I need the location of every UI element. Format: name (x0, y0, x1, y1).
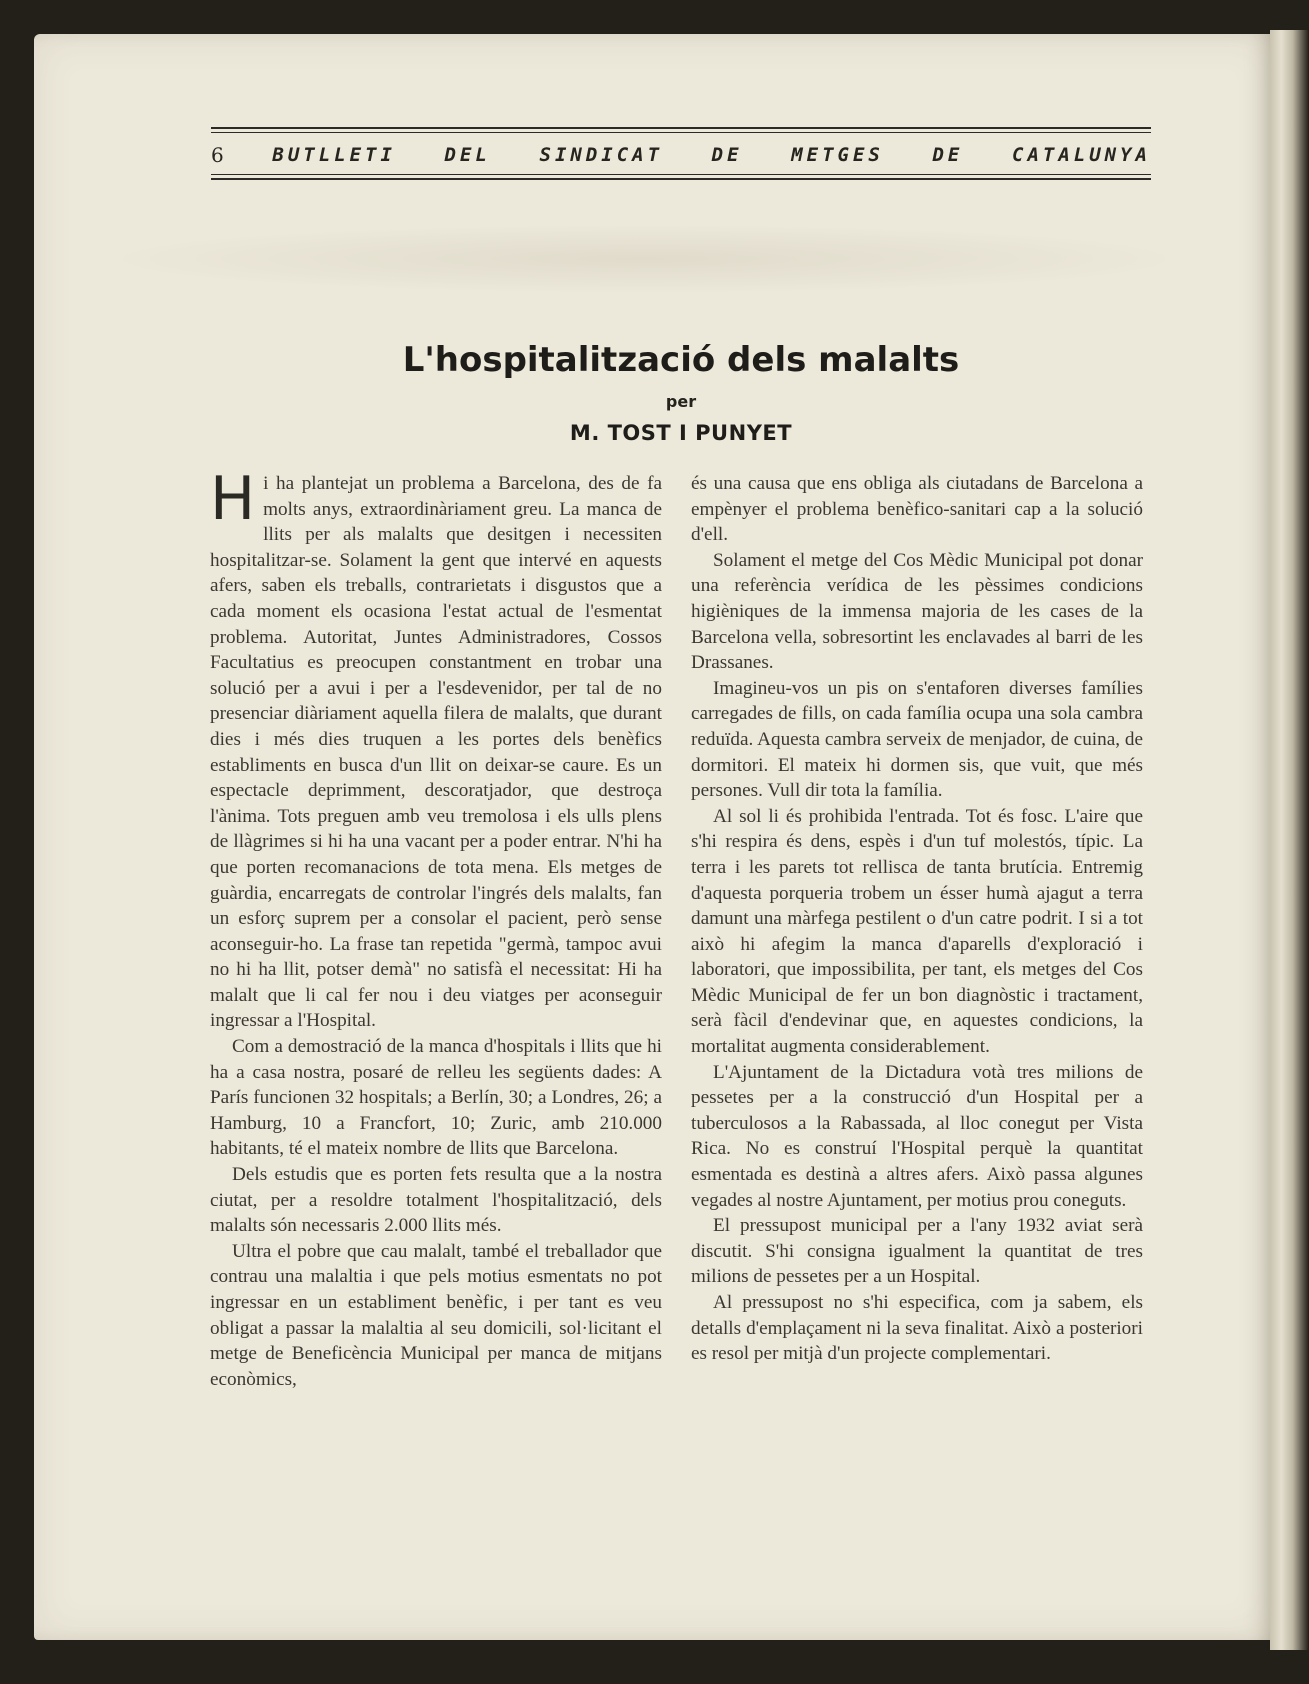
header-text-row (211, 142, 1151, 168)
page-number: 6 (211, 143, 224, 167)
header-word: METGES (791, 144, 884, 166)
bleed-through-smudge (94, 224, 1194, 294)
paragraph: és una causa que ens obliga als ciutadans de Barcelona a empènyer el problema benèfico-sanitari cap a la solució d'ell. (691, 473, 1143, 546)
paragraph: Al pressupost no s'hi especifica, com ja sabem, els detalls d'emplaçament ni la seva finalitat. Això a posteriori es resol per mitjà d'un projecte complementari. (691, 1292, 1143, 1365)
paragraph: Com a demostració de la manca d'hospitals i llits que hi ha a casa nostra, posaré de relleu les següents dades: A París funcionen 32 hospitals; a Berlín, 30; a Londres, 26; a Hamburg, 10 a Francfort, 10; Zuric, amb 210.000 habitants, té el mateix nombre de llits que Barcelona. (210, 1036, 662, 1160)
paragraph: Dels estudis que es porten fets resulta que a la nostra ciutat, per a resoldre totalment l'hospitalització, dels malalts són necessaris 2.000 llits més. (210, 1164, 662, 1237)
header-word: DE (711, 144, 743, 166)
header-word: DEL (444, 144, 491, 166)
byline-prefix: per (665, 392, 697, 411)
left-column (210, 464, 662, 1392)
header-word: DE (932, 144, 964, 166)
article-author: M. TOST I PUNYET (569, 421, 793, 445)
header-word: CATALUNYA (1012, 144, 1151, 166)
header-rule-top (211, 127, 1151, 129)
page-edge-shadow (1270, 30, 1308, 1650)
paragraph: Al sol li és prohibida l'entrada. Tot és fosc. L'aire que s'hi respira és dens, espès i d'un tuf molestós, típic. La terra i les parets tot rellisca de tanta brutícia. Entremig d'aquesta porqueria trobem un ésser humà ajagut a terra damunt una màrfega pestilent o d'un catre podrit. I si a tot això hi afegim la manca d'aparells d'exploració i laboratori, que impossibilita, per tant, els metges del Cos Mèdic Municipal de fer un bon diagnòstic i tractament, serà fàcil d'endevinar que, en aquestes condicions, la mortalitat augmenta considerablement. (691, 805, 1143, 1058)
article-title: L'hospitalització dels malalts (402, 340, 960, 380)
header-rule-top-thin (211, 132, 1151, 133)
running-header (211, 127, 1151, 182)
paragraph-text: i ha plantejat un problema a Barcelona, des de fa molts anys, extraordinàriament greu. La manca de llits per als malalts que desitgen i necessiten hospitalitzar-se. Solament la gent que intervé en aquests afers, saben els treballs, contrarietats i disgustos que a cada moment els ocasiona l'estat actual de l'esmentat problema. Autoritat, Juntes Administradores, Cossos Facultatius es preocupen constantment en trobar una solució per a avui i per a l'esdevenidor, per tal de no presenciar diàriament aquella filera de malalts, que durant dies i més dies truquen a les portes dels benèfics establiments en busca d'un llit on deixar-se caure. Es un espectacle deprimment, descoratjador, que destroça l'ànima. Tots preguen amb veu tremolosa i els ulls plens de llàgrimes si hi ha una vacant per a poder entrar. N'hi ha que porten recomanacions de tota mena. Els metges de guàrdia, encarregats de controlar l'ingrés dels malalts, fan un esforç suprem per a consolar el pacient, però sense aconseguir-ho. La frase tan repetida "germà, tampoc avui no hi ha llit, potser demà" no satisfà el necessitat: Hi ha malalt que li cal fer nou i deu viatges per aconseguir ingressar a l'Hospital. (210, 473, 662, 1032)
drop-cap: H (210, 464, 256, 534)
paragraph: Solament el metge del Cos Mèdic Municipal pot donar una referència verídica de les pèssimes condicions higièniques de la immensa majoria de les cases de la Barcelona vella, sobresortint les enclavades al barri de les Drassanes. (691, 549, 1143, 674)
paragraph: Imagineu-vos un pis on s'entaforen diverses famílies carregades de fills, on cada família ocupa una sola cambra reduïda. Aquesta cambra serveix de menjador, de cuina, de dormitori. El mateix hi dormen sis, que vuit, que més persones. Vull dir tota la família. (691, 677, 1143, 802)
paragraph: Ultra el pobre que cau malalt, també el treballador que contrau una malaltia i que pels motius esmentats no pot ingressar en un establiment benèfic, i per tant es veu obligat a passar la malaltia al seu domicili, sol·licitant el metge de Beneficència Municipal per manca de mitjans econòmics, (210, 1240, 662, 1390)
header-word: BUTLLETI (272, 144, 396, 166)
right-column (691, 471, 1143, 1367)
header-rule-bottom (211, 178, 1151, 180)
paragraph: L'Ajuntament de la Dictadura votà tres milions de pessetes per a la construcció d'un Hospital per a tuberculosos a la Rabassada, al lloc conegut per Vista Rica. No es construí l'Hospital perquè la quantitat esmentada es destinà a altres afers. Això passa algunes vegades al nostre Ajuntament, per motius prou coneguts. (691, 1061, 1143, 1211)
paragraph (210, 464, 662, 1034)
paragraph: El pressupost municipal per a l'any 1932 aviat serà discutit. S'hi consigna igualment la quantitat de tres milions de pessetes per a un Hospital. (691, 1215, 1143, 1288)
header-word: SINDICAT (539, 144, 664, 166)
header-rule-bottom-thin (211, 174, 1151, 175)
